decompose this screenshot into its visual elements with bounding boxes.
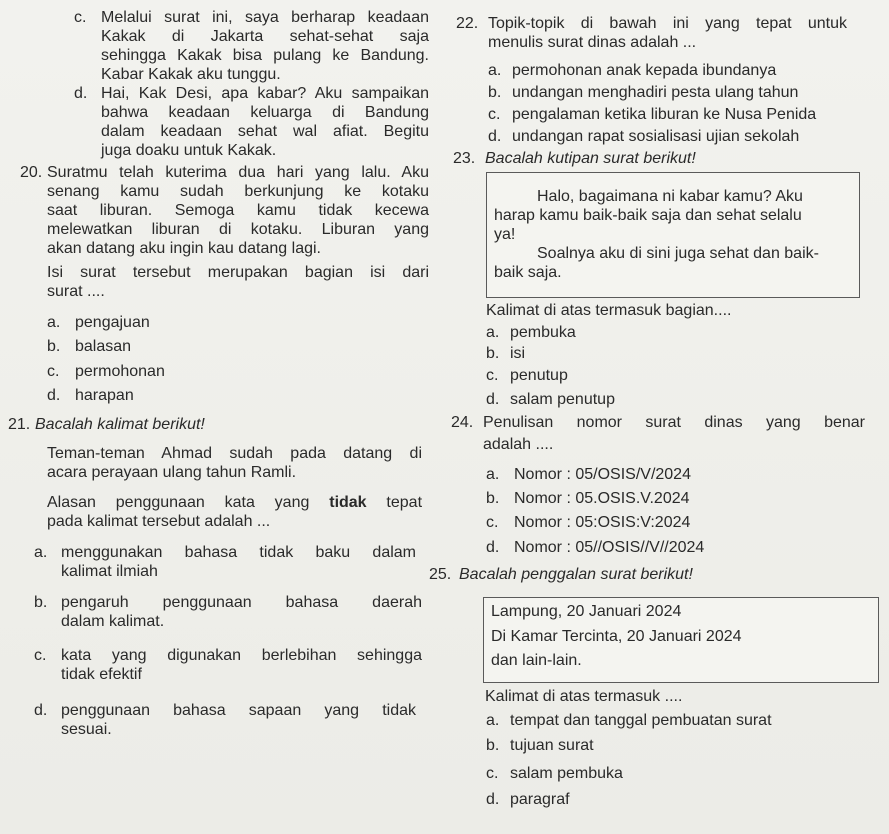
- q19-option-c-line: sehingga Kakak bisa pulang ke Bandung.: [101, 47, 429, 64]
- q22-option-d-letter: d.: [488, 128, 502, 145]
- q20-stem-line: senang kamu sudah berkunjung ke kotaku: [47, 183, 429, 200]
- q20-option-b: balasan: [75, 338, 132, 355]
- q24-stem-line: Penulisan nomor surat dinas yang benar: [483, 414, 865, 431]
- q22-option-a: permohonan anak kepada ibundanya: [512, 62, 777, 79]
- q21-option-a-letter: a.: [34, 544, 48, 561]
- q22-option-a-letter: a.: [488, 62, 502, 79]
- q25-option-c-letter: c.: [486, 765, 499, 782]
- q20-option-b-letter: b.: [47, 338, 61, 355]
- q24-option-d: Nomor : 05//OSIS//V//2024: [514, 539, 705, 556]
- q20-option-d-letter: d.: [47, 387, 61, 404]
- q23-option-d: salam penutup: [510, 391, 615, 408]
- q23-excerpt-line: ya!: [494, 226, 516, 243]
- q25-excerpt-line: Lampung, 20 Januari 2024: [491, 603, 682, 620]
- q20-option-a-letter: a.: [47, 314, 61, 331]
- q25-option-a-letter: a.: [486, 712, 500, 729]
- q25-excerpt-line: Di Kamar Tercinta, 20 Januari 2024: [491, 628, 742, 645]
- q22-option-c-letter: c.: [488, 106, 501, 123]
- q23-option-a-letter: a.: [486, 324, 500, 341]
- q21-option-a-line: kalimat ilmiah: [61, 563, 158, 580]
- q24-stem-line: adalah ....: [483, 436, 554, 453]
- q20-stem-line: akan datang aku ingin kau datang lagi.: [47, 240, 321, 257]
- q19-option-c-line: Kabar Kakak aku tunggu.: [101, 66, 281, 83]
- q21-option-d-line: sesuai.: [61, 721, 112, 738]
- q23-option-c: penutup: [510, 367, 568, 384]
- q24-option-b-letter: b.: [486, 490, 500, 507]
- q21-option-c-line: kata yang digunakan berlebihan sehingga: [61, 647, 422, 664]
- q23-option-a: pembuka: [510, 324, 576, 341]
- q21-option-c-letter: c.: [34, 647, 47, 664]
- q20-number: 20.: [20, 164, 43, 181]
- q21-emphasis-word: tidak: [329, 494, 367, 511]
- q21-question-line: Alasan penggunaan kata yang tidak tepat: [47, 494, 423, 511]
- q24-number: 24.: [451, 414, 474, 431]
- q19-option-c-line: Kakak di Jakarta sehat-sehat saja: [101, 28, 429, 45]
- q23-option-c-letter: c.: [486, 367, 499, 384]
- q19-option-d-line: juga doaku untuk Kakak.: [101, 142, 277, 159]
- q19-option-c-letter: c.: [74, 9, 87, 26]
- q20-option-a: pengajuan: [75, 314, 150, 331]
- q23-number: 23.: [453, 150, 476, 167]
- q21-sentence-line: Teman-teman Ahmad sudah pada datang di: [47, 445, 422, 462]
- q21-option-c-line: tidak efektif: [61, 666, 142, 683]
- q25-instruction: Bacalah penggalan surat berikut!: [459, 566, 693, 583]
- q24-option-c: Nomor : 05:OSIS:V:2024: [514, 514, 691, 531]
- q21-sentence-line: acara perayaan ulang tahun Ramli.: [47, 464, 297, 481]
- q22-option-c: pengalaman ketika liburan ke Nusa Penida: [512, 106, 817, 123]
- q20-question-line: surat ....: [47, 283, 105, 300]
- q25-question: Kalimat di atas termasuk ....: [485, 688, 683, 705]
- q23-excerpt-line: Soalnya aku di sini juga sehat dan baik-: [537, 245, 819, 262]
- q23-option-d-letter: d.: [486, 391, 500, 408]
- q21-option-b-line: dalam kalimat.: [61, 613, 165, 630]
- q23-option-b-letter: b.: [486, 345, 500, 362]
- q20-option-c-letter: c.: [47, 363, 60, 380]
- q23-excerpt-line: harap kamu baik-baik saja dan sehat selalu: [494, 207, 802, 224]
- q22-stem-line: menulis surat dinas adalah ...: [488, 34, 697, 51]
- q25-number: 25.: [429, 566, 452, 583]
- q24-option-a-letter: a.: [486, 466, 500, 483]
- q21-option-b-line: pengaruh penggunaan bahasa daerah: [61, 594, 422, 611]
- q19-option-c-line: Melalui surat ini, saya berharap keadaan: [101, 9, 429, 26]
- q25-option-c: salam pembuka: [510, 765, 623, 782]
- q25-excerpt-line: dan lain-lain.: [491, 652, 582, 669]
- q23-excerpt-line: Halo, bagaimana ni kabar kamu? Aku: [537, 188, 803, 205]
- q23-option-b: isi: [510, 345, 526, 362]
- q24-option-a: Nomor : 05/OSIS/V/2024: [514, 466, 691, 483]
- q20-stem-line: melewatkan liburan di kotaku. Liburan yang: [47, 221, 429, 238]
- q25-option-b-letter: b.: [486, 737, 500, 754]
- q19-option-d-line: Hai, Kak Desi, apa kabar? Aku sampaikan: [101, 85, 429, 102]
- q20-stem-line: Suratmu telah kuterima dua hari yang lalu. Aku: [47, 164, 429, 181]
- q25-option-b: tujuan surat: [510, 737, 594, 754]
- q21-option-b-letter: b.: [34, 594, 48, 611]
- q20-stem-line: saat liburan. Semoga kamu tidak kecewa: [47, 202, 429, 219]
- q20-option-d: harapan: [75, 387, 134, 404]
- q23-excerpt-line: baik saja.: [494, 264, 562, 281]
- q24-option-d-letter: d.: [486, 539, 500, 556]
- q21-question-line: pada kalimat tersebut adalah ...: [47, 513, 271, 530]
- q22-option-d: undangan rapat sosialisasi ujian sekolah: [512, 128, 800, 145]
- q23-question: Kalimat di atas termasuk bagian....: [486, 302, 732, 319]
- q21-option-d-line: penggunaan bahasa sapaan yang tidak: [61, 702, 416, 719]
- q22-number: 22.: [456, 15, 479, 32]
- q21-option-d-letter: d.: [34, 702, 48, 719]
- q21-option-a-line: menggunakan bahasa tidak baku dalam: [61, 544, 416, 561]
- q22-option-b-letter: b.: [488, 84, 502, 101]
- q22-stem-line: Topik-topik di bawah ini yang tepat untuk: [488, 15, 847, 32]
- q24-option-b: Nomor : 05.OSIS.V.2024: [514, 490, 690, 507]
- q19-option-d-letter: d.: [74, 85, 88, 102]
- q24-option-c-letter: c.: [486, 514, 499, 531]
- q21-instruction: Bacalah kalimat berikut!: [35, 416, 205, 433]
- q20-question-line: Isi surat tersebut merupakan bagian isi dari: [47, 264, 429, 281]
- q25-option-d: paragraf: [510, 791, 570, 808]
- q25-option-a: tempat dan tanggal pembuatan surat: [510, 712, 772, 729]
- q22-option-b: undangan menghadiri pesta ulang tahun: [512, 84, 799, 101]
- q19-option-d-line: bahwa keadaan keluarga di Bandung: [101, 104, 429, 121]
- q20-option-c: permohonan: [75, 363, 165, 380]
- q23-instruction: Bacalah kutipan surat berikut!: [485, 150, 696, 167]
- q19-option-d-line: dalam keadaan sehat wal afiat. Begitu: [101, 123, 429, 140]
- q21-number: 21.: [8, 416, 31, 433]
- q25-option-d-letter: d.: [486, 791, 500, 808]
